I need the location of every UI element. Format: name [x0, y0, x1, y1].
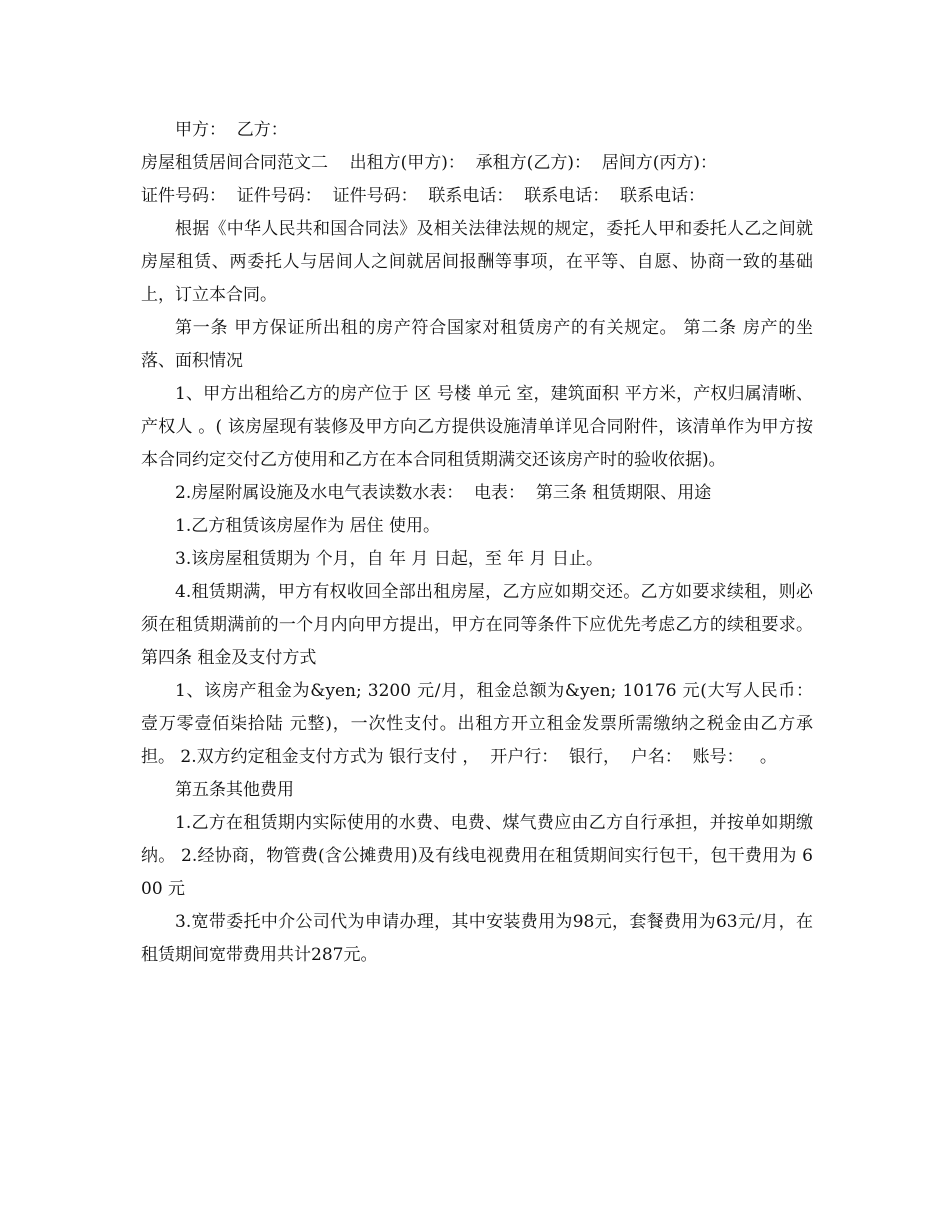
paragraph-article-5: 第五条其他费用: [175, 780, 294, 800]
paragraph-preamble: 根据《中华人民共和国合同法》及相关法律法规的规定，委托人甲和委托人乙之间就房屋租赁、两委托人与居间人之间就居间报酬等事项，在平等、自愿、协商一致的基础上，订立本合同。: [141, 219, 813, 305]
paragraph-item-3-term: 3.该房屋租赁期为 个月，自 年 月 日起，至 年 月 日止。: [175, 549, 604, 569]
paragraph-item-2-meters: 2.房屋附属设施及水电气表读数水表： 电表： 第三条 租赁期限、用途: [175, 483, 712, 503]
paragraph-item-3-broadband: 3.宽带委托中介公司代为申请办理，其中安装费用为98元，套餐费用为63元/月，在租赁期间宽带费用共计287元。: [141, 912, 813, 965]
paragraph-item-1-use: 1.乙方租赁该房屋作为 居住 使用。: [175, 516, 441, 536]
paragraph-item-4-renewal: 4.租赁期满，甲方有权收回全部出租房屋，乙方应如期交还。乙方如要求续租，则必须在租赁期满前的一个月内向甲方提出，甲方在同等条件下应优先考虑乙方的续租要求。 第四条 租金及支付方式: [141, 582, 819, 668]
paragraph-parties-short: 甲方： 乙方：: [175, 120, 288, 140]
contract-body: [141, 114, 819, 972]
paragraph-item-1-utilities: 1.乙方在租赁期内实际使用的水费、电费、煤气费应由乙方自行承担，并按单如期缴纳。 2.经协商，物管费(含公摊费用)及有线电视费用在租赁期间实行包干，包干费用为 600 元: [141, 813, 813, 899]
paragraph-title-and-parties: 房屋租赁居间合同范文二 出租方(甲方)： 承租方(乙方)： 居间方(丙方)：: [141, 153, 718, 173]
paragraph-item-1-location: 1、甲方出租给乙方的房产位于 区 号楼 单元 室，建筑面积 平方米，产权归属清晰、产权人 。( 该房屋现有装修及甲方向乙方提供设施清单详见合同附件，该清单作为甲方按本合同约定交付乙方使用和乙方在本合同租赁期满交还该房产时的验收依据)。: [141, 384, 813, 470]
paragraph-article-1-2: 第一条 甲方保证所出租的房产符合国家对租赁房产的有关规定。 第二条 房产的坐落、面积情况: [141, 318, 813, 371]
paragraph-item-1-rent: 1、该房产租金为&yen; 3200 元/月，租金总额为&yen; 10176 元(大写人民币： 壹万零壹佰柒拾陆 元整)，一次性支付。出租方开立租金发票所需缴纳之税金由乙方承担。 2.双方约定租金支付方式为 银行支付 ， 开户行： 银行， 户名： 账号： 。: [141, 681, 819, 767]
paragraph-id-and-phone: 证件号码： 证件号码： 证件号码： 联系电话： 联系电话： 联系电话：: [141, 186, 706, 206]
